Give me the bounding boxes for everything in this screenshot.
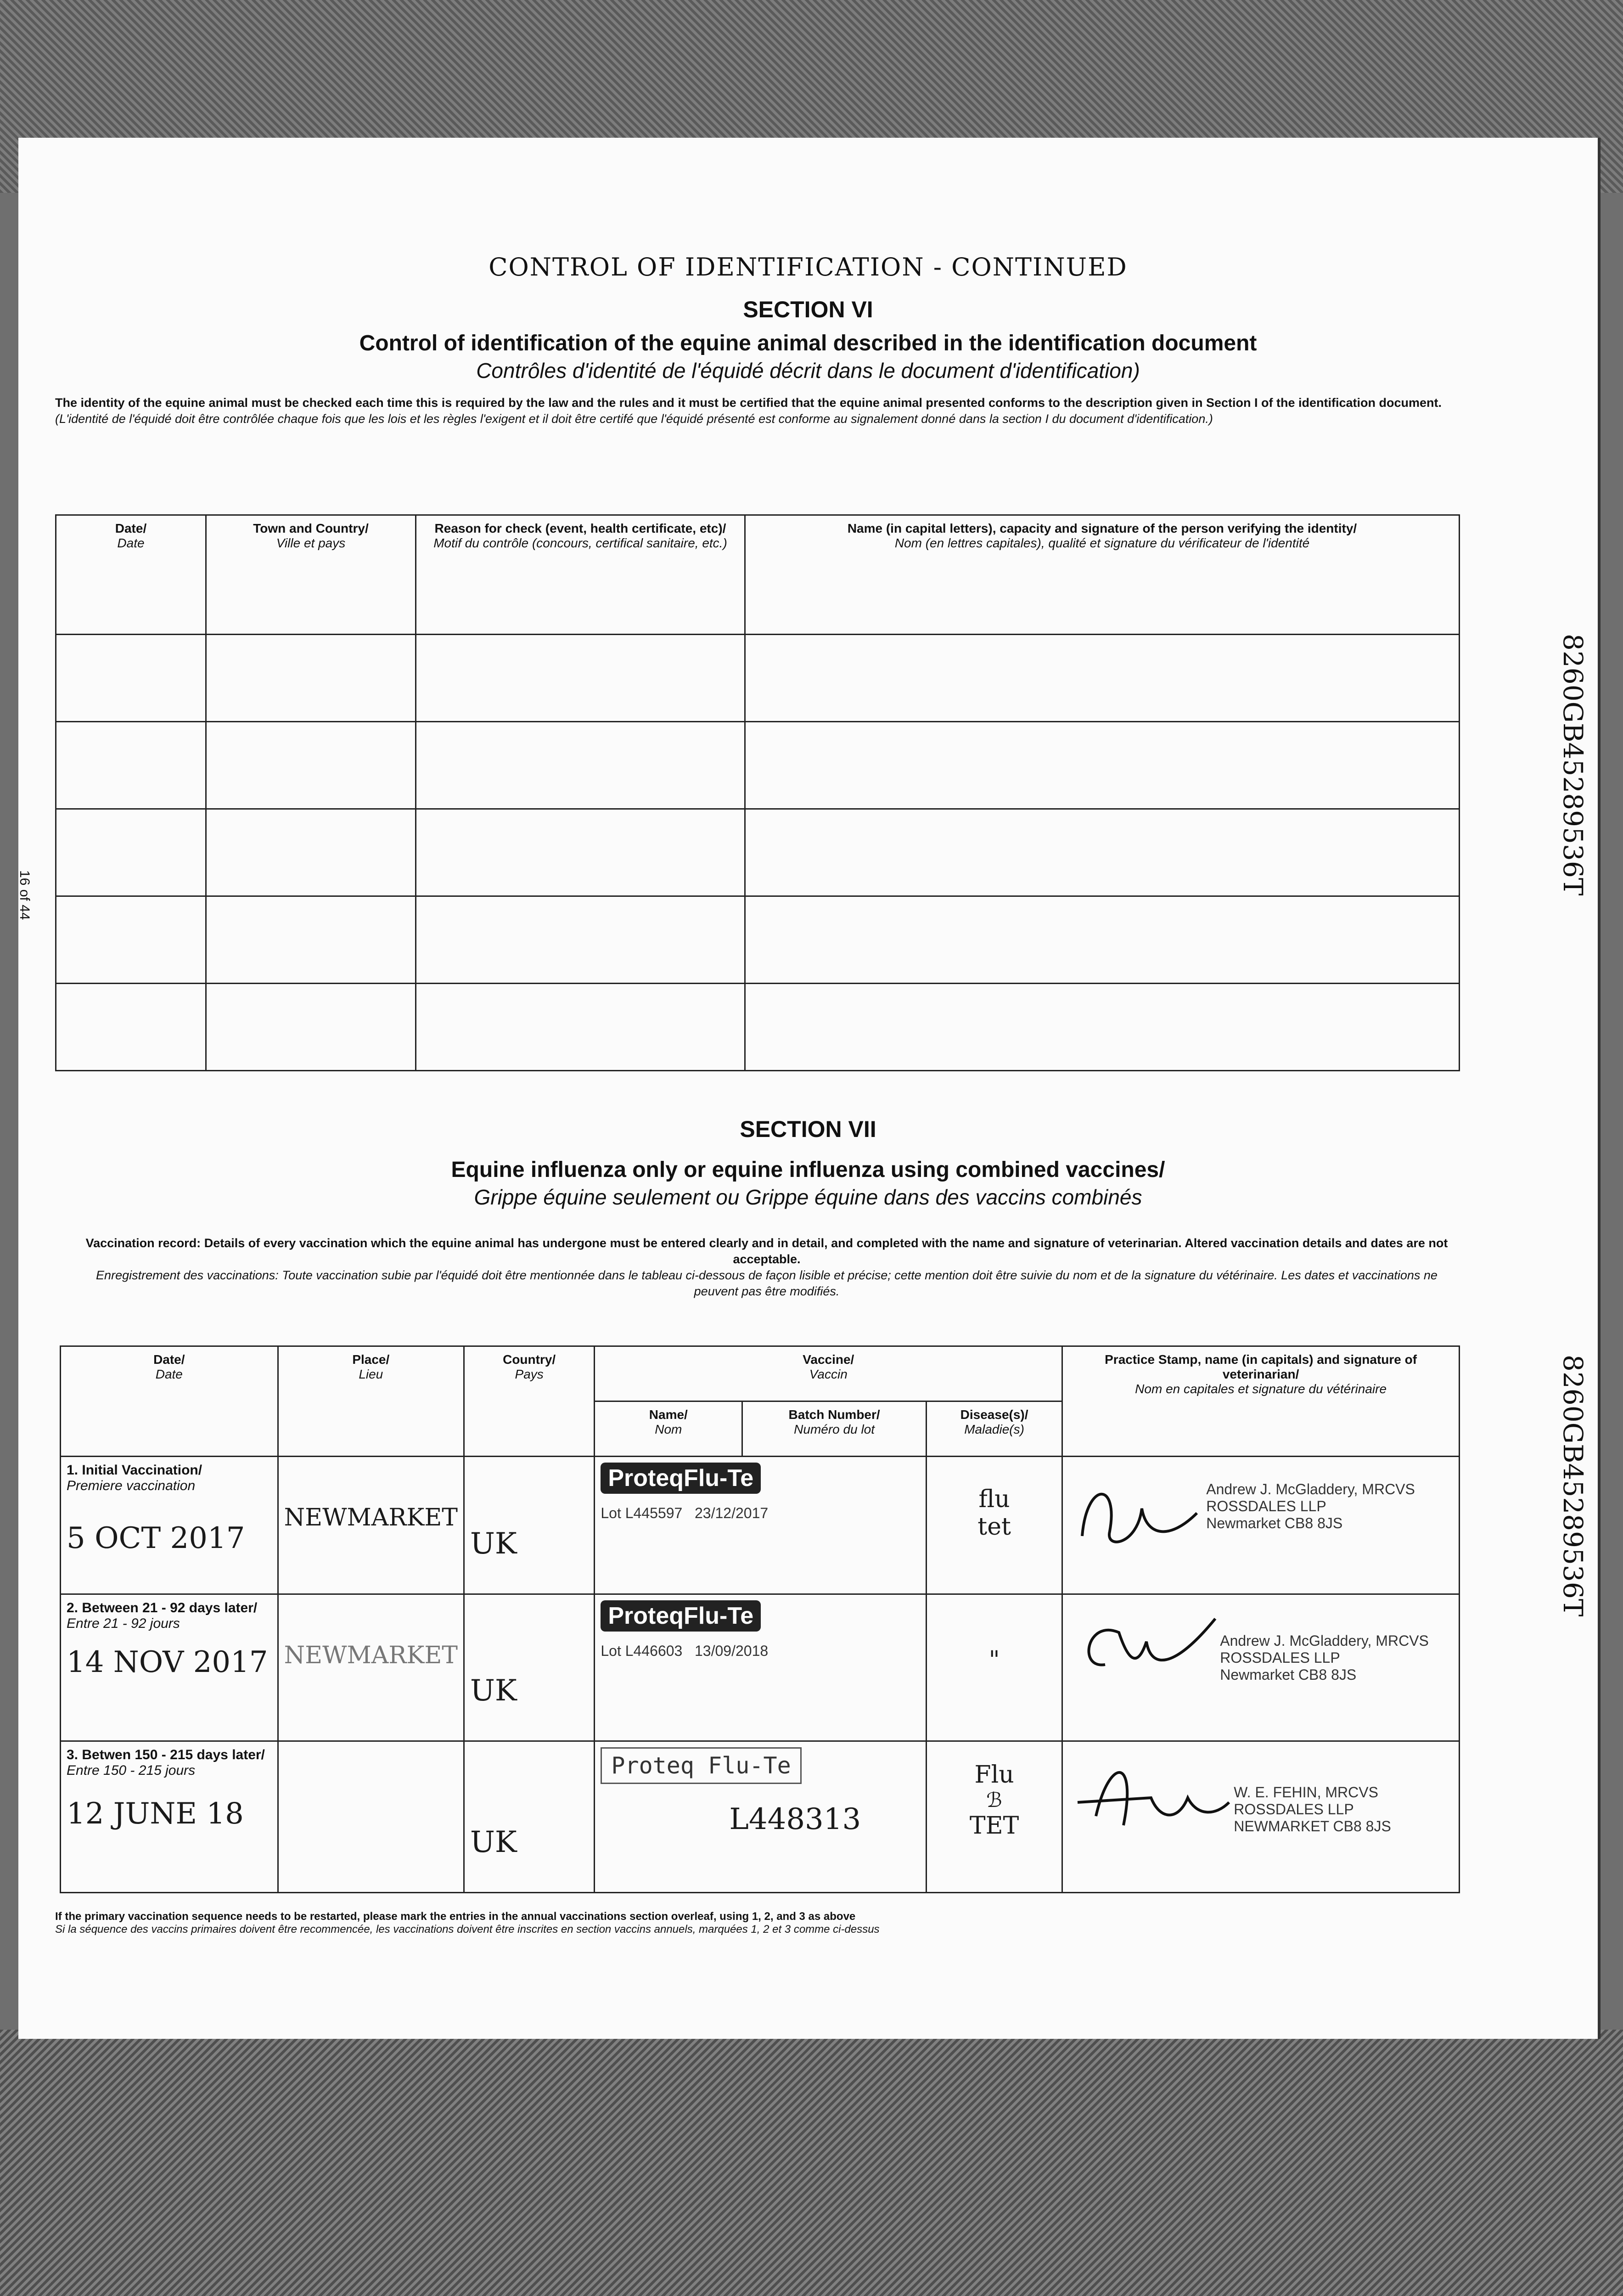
signature-icon xyxy=(1068,1463,1206,1554)
vac-row-label-fr: Entre 150 - 215 jours xyxy=(67,1763,196,1778)
section-vi-intro-en: The identity of the equine animal must be checked each time this is required by the law and the rules and it must be certified that the equine animal presented conforms to the description given in Section I of the identification document. xyxy=(55,396,1442,410)
vaccination-row-1 xyxy=(61,1457,1460,1594)
page-number: 16 of 44 xyxy=(17,870,32,920)
vac-col-country xyxy=(464,1346,594,1457)
col-verifier-fr: Nom (en lettres capitales), qualité et signature du vérificateur de l'identité xyxy=(894,536,1310,550)
section-vi-heading: SECTION VI xyxy=(743,297,873,322)
vac-row-batch: L445597 xyxy=(625,1505,683,1521)
vac-row-exp: 13/09/2018 xyxy=(695,1643,769,1659)
vac-col-batch xyxy=(742,1401,927,1457)
vaccination-row-3 xyxy=(61,1741,1460,1893)
vac-col-country-en: Country/ xyxy=(503,1352,556,1367)
vac-row-country: UK xyxy=(470,1825,517,1859)
col-reason-fr: Motif du contrôle (concours, certifical sanitaire, etc.) xyxy=(433,536,727,550)
table-row xyxy=(56,809,1460,896)
section-vii-subtitle-fr: Grippe équine seulement ou Grippe équine dans des vaccins combinés xyxy=(474,1185,1142,1209)
vaccine-stamp: Proteq Flu-Te xyxy=(601,1747,801,1784)
vac-row-country-cell xyxy=(464,1594,594,1741)
vac-col-name xyxy=(595,1401,742,1457)
vac-row-lot-label: Lot xyxy=(601,1643,621,1659)
col-reason xyxy=(416,515,745,635)
vac-row-country-cell xyxy=(464,1457,594,1594)
vac-col-place xyxy=(278,1346,464,1457)
section-vii-intro xyxy=(73,1235,1460,1300)
vac-row-label-en: 3. Betwen 150 - 215 days later/ xyxy=(67,1747,265,1762)
vac-col-name-en: Name/ xyxy=(649,1407,688,1422)
identity-check-header-row xyxy=(56,515,1460,635)
vac-row-label-en: 1. Initial Vaccination/ xyxy=(67,1463,202,1478)
vac-row-label-fr: Entre 21 - 92 jours xyxy=(67,1616,180,1631)
section-vi-subtitle-en: Control of identification of the equine animal described in the identification document xyxy=(359,331,1257,355)
table-row xyxy=(56,635,1460,722)
vac-row-date: 12 JUNE 18 xyxy=(67,1797,244,1831)
vac-row-date-cell xyxy=(61,1457,278,1594)
signature-icon xyxy=(1068,1747,1234,1848)
vac-row-vaccine-cell xyxy=(595,1594,927,1741)
section-vii-intro-label: Vaccination record: xyxy=(85,1236,201,1250)
col-verifier-en: Name (in capital letters), capacity and signature of the person verifying the identity/ xyxy=(847,521,1357,535)
scan-shadow-bottom xyxy=(0,2030,1623,2296)
section-vii-intro-en: Details of every vaccination which the equine animal has undergone must be entered clearly and in detail, and completed with the name and signature of veterinarian. Altered vaccination details and dates are not acceptable. xyxy=(204,1236,1448,1266)
stamp-vet-name: W. E. FEHIN, MRCVS xyxy=(1234,1784,1378,1801)
vac-col-name-fr: Nom xyxy=(655,1422,682,1436)
col-date-fr: Date xyxy=(117,536,145,550)
vac-row-place: NEWMARKET xyxy=(284,1642,458,1669)
vac-row-disease-1: " xyxy=(988,1646,1000,1674)
vac-row-disease-cell xyxy=(926,1741,1062,1893)
vac-row-practice-cell xyxy=(1062,1594,1460,1741)
vac-row-batch: L446603 xyxy=(625,1643,683,1659)
vac-row-date-cell xyxy=(61,1594,278,1741)
passport-number-upper: 8260GB45289536T xyxy=(1557,634,1589,896)
footer-fr: Si la séquence des vaccins primaires doivent être recommencée, les vaccinations doivent être inscrites en section vaccins annuels, marquées 1, 2 et 3 comme ci-dessus xyxy=(55,1923,880,1936)
stamp-practice: ROSSDALES LLP xyxy=(1220,1649,1340,1666)
vac-row-place-cell xyxy=(278,1594,464,1741)
section-vii-heading: SECTION VII xyxy=(740,1116,876,1142)
col-verifier xyxy=(745,515,1460,635)
vaccination-header-row xyxy=(61,1346,1460,1401)
page-title: CONTROL OF IDENTIFICATION - CONTINUED xyxy=(489,253,1128,281)
vac-col-country-fr: Pays xyxy=(515,1367,544,1381)
vac-row-disease-2: tet xyxy=(977,1513,1011,1541)
table-row xyxy=(56,896,1460,984)
section-vi-subtitle-fr: Contrôles d'identité de l'équidé décrit dans le document d'identification) xyxy=(476,359,1140,383)
vac-row-lot-label: Lot xyxy=(601,1505,621,1521)
stamp-practice: ROSSDALES LLP xyxy=(1206,1498,1326,1514)
signature-icon xyxy=(1068,1600,1220,1692)
passport-page xyxy=(18,138,1601,2039)
vac-col-date xyxy=(61,1346,278,1457)
vac-row-practice-cell xyxy=(1062,1741,1460,1893)
vac-row-place: NEWMARKET xyxy=(284,1504,458,1531)
vac-col-disease-fr: Maladie(s) xyxy=(964,1422,1024,1436)
vac-col-place-fr: Lieu xyxy=(359,1367,383,1381)
vac-row-disease-cell xyxy=(926,1594,1062,1741)
vac-col-date-en: Date/ xyxy=(153,1352,185,1367)
vac-row-disease-1: Flu xyxy=(974,1761,1014,1789)
vac-col-batch-fr: Numéro du lot xyxy=(794,1422,875,1436)
stamp-vet-name: Andrew J. McGladdery, MRCVS xyxy=(1206,1481,1415,1497)
vac-row-country: UK xyxy=(470,1674,517,1708)
vac-row-vaccine-cell xyxy=(595,1457,927,1594)
vac-col-vaccine-fr: Vaccin xyxy=(809,1367,848,1381)
vac-col-batch-en: Batch Number/ xyxy=(788,1407,880,1422)
table-row xyxy=(56,722,1460,809)
vac-row-disease-cell xyxy=(926,1457,1062,1594)
section-vi-intro xyxy=(55,395,1460,427)
vac-row-exp: 23/12/2017 xyxy=(695,1505,769,1521)
vaccine-sticker-logo: ProteqFlu-Te xyxy=(601,1600,761,1632)
vac-row-label-en: 2. Between 21 - 92 days later/ xyxy=(67,1600,258,1615)
col-date xyxy=(56,515,206,635)
table-row xyxy=(56,984,1460,1071)
vac-col-disease-en: Disease(s)/ xyxy=(960,1407,1028,1422)
stamp-address: NEWMARKET CB8 8JS xyxy=(1234,1818,1391,1835)
vac-row-label-fr: Premiere vaccination xyxy=(67,1478,196,1493)
passport-number-lower: 8260GB45289536T xyxy=(1557,1355,1589,1617)
section-vii-footer xyxy=(55,1910,1478,1936)
col-reason-en: Reason for check (event, health certificate, etc)/ xyxy=(434,521,726,535)
vac-row-disease-mark: ℬ xyxy=(986,1789,1002,1812)
footer-en: If the primary vaccination sequence needs to be restarted, please mark the entries in the annual vaccinations section overleaf, using 1, 2, and 3 as above xyxy=(55,1910,856,1923)
stamp-address: Newmarket CB8 8JS xyxy=(1220,1666,1357,1683)
vac-col-practice-en: Practice Stamp, name (in capitals) and signature of veterinarian/ xyxy=(1105,1352,1417,1381)
vaccination-row-2 xyxy=(61,1594,1460,1741)
vac-row-disease-1: flu xyxy=(978,1486,1010,1513)
vac-col-date-fr: Date xyxy=(155,1367,183,1381)
vac-col-vaccine xyxy=(595,1346,1062,1401)
stamp-vet-name: Andrew J. McGladdery, MRCVS xyxy=(1220,1632,1429,1649)
vac-row-disease-2: TET xyxy=(969,1812,1019,1840)
vac-row-batch: L448313 xyxy=(729,1802,861,1836)
section-vi-intro-fr: (L'identité de l'équidé doit être contrôlée chaque fois que les lois et les règles l'exigent et il doit être certifé que l'équidé présenté est conforme au signalement donné dans la section I du document d'identification.) xyxy=(55,412,1213,426)
vac-row-place-cell xyxy=(278,1457,464,1594)
stamp-address: Newmarket CB8 8JS xyxy=(1206,1515,1343,1531)
vac-col-practice-fr: Nom en capitales et signature du vétérinaire xyxy=(1135,1382,1387,1396)
vac-col-place-en: Place/ xyxy=(352,1352,390,1367)
stamp-practice: ROSSDALES LLP xyxy=(1234,1801,1354,1818)
vaccination-table xyxy=(60,1345,1460,1893)
identity-check-table xyxy=(55,514,1460,1071)
vac-row-date: 14 NOV 2017 xyxy=(67,1645,268,1679)
vac-row-country-cell xyxy=(464,1741,594,1893)
vac-row-place-cell xyxy=(278,1741,464,1893)
vac-row-vaccine-cell xyxy=(595,1741,927,1893)
col-date-en: Date/ xyxy=(115,521,147,535)
vac-col-vaccine-en: Vaccine/ xyxy=(803,1352,854,1367)
vac-col-practice xyxy=(1062,1346,1460,1457)
vac-row-date-cell xyxy=(61,1741,278,1893)
section-vii-subtitle-en: Equine influenza only or equine influenza using combined vaccines/ xyxy=(451,1158,1165,1182)
vac-row-date: 5 OCT 2017 xyxy=(67,1521,245,1555)
col-town xyxy=(206,515,416,635)
col-town-fr: Ville et pays xyxy=(276,536,346,550)
col-town-en: Town and Country/ xyxy=(253,521,369,535)
section-vii-intro-fr: Enregistrement des vaccinations: Toute vaccination subie par l'équidé doit être mentionnée dans le tableau ci-dessous de façon lisible et précise; cette mention doit être suivie du nom et de la signature du vétérinaire. Les dates et vaccinations ne peuvent pas être modifiés. xyxy=(96,1268,1438,1298)
vac-col-disease xyxy=(926,1401,1062,1457)
vac-row-country: UK xyxy=(470,1527,517,1561)
vac-row-practice-cell xyxy=(1062,1457,1460,1594)
vaccine-sticker-logo: ProteqFlu-Te xyxy=(601,1463,761,1494)
